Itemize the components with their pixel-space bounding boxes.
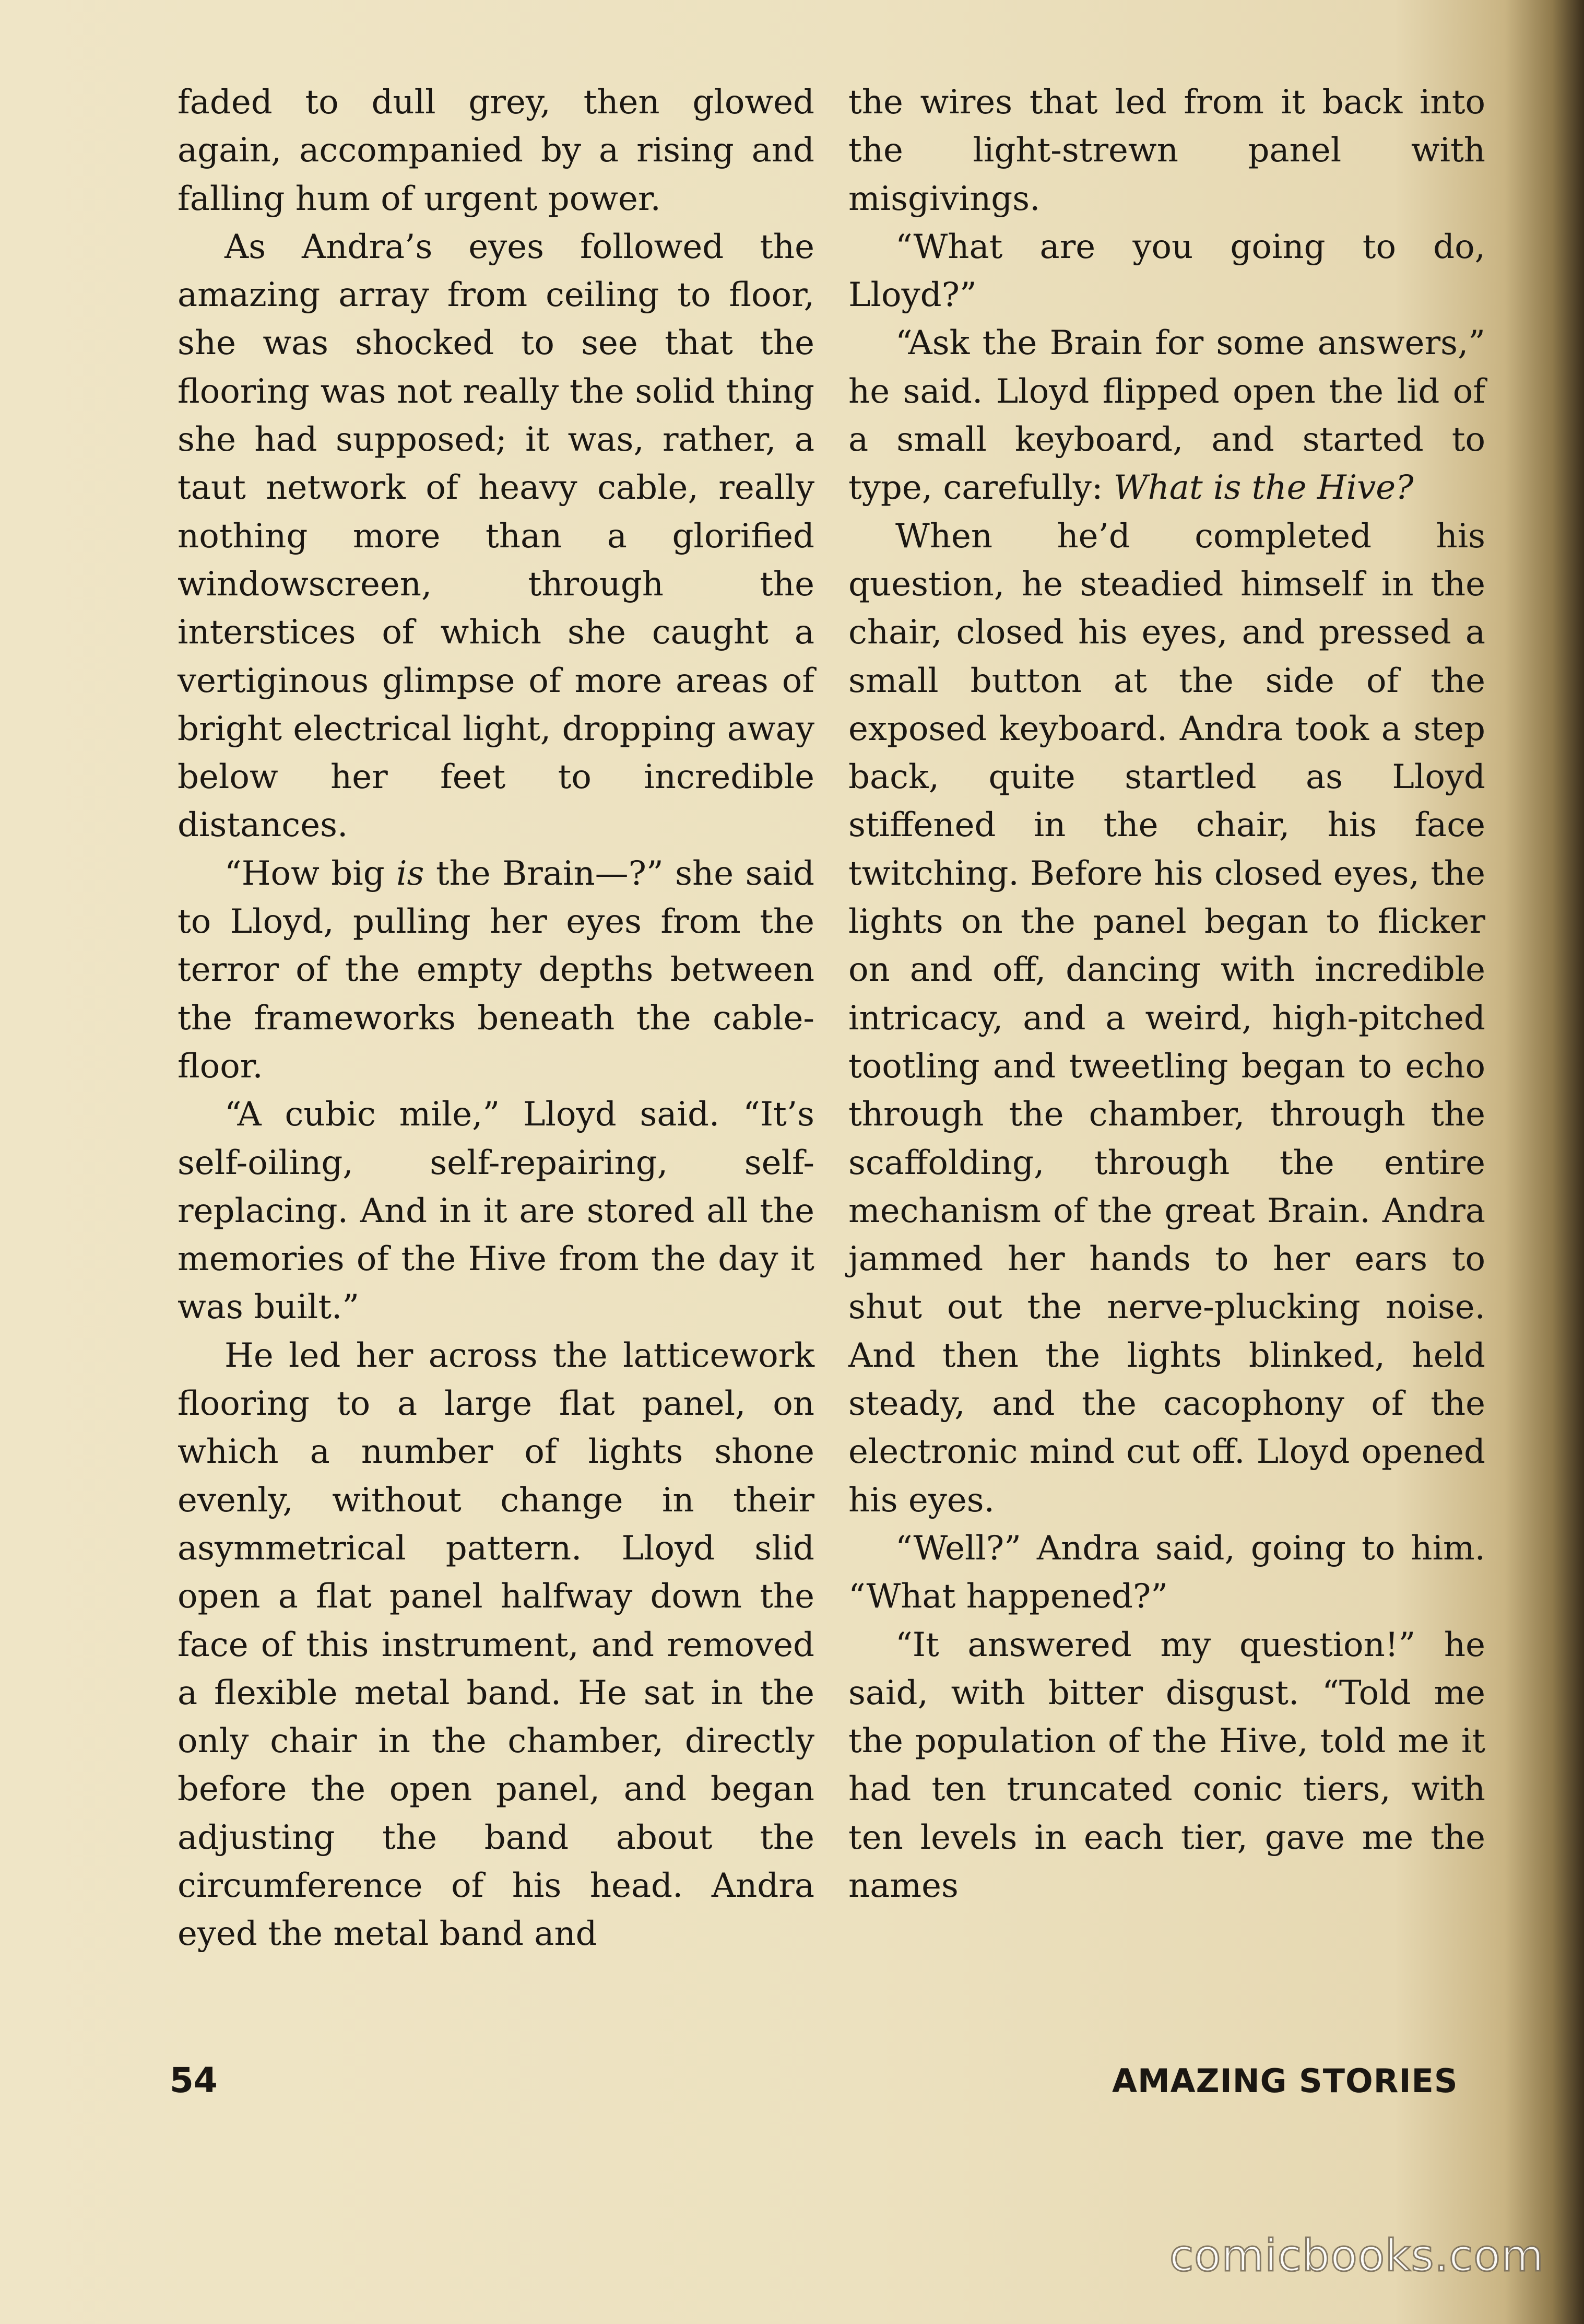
emphasis-text: What is the Hive? — [1113, 468, 1414, 508]
paragraph: “Well?” Andra said, going to him. “What happened?” — [848, 1529, 1485, 1616]
paragraph: He led her across the latticework flooring to a large flat panel, on which a number of lights shone evenly, without change in their asymmetrical pattern. Lloyd slid open a flat panel halfway down the face of this instrument, and removed a flexible metal band. He sat in the only chair in the chamber, directly before the open panel, and began adjusting the band about the circumference of his head. Andra eyed the metal band and — [178, 1336, 814, 1954]
paragraph: “A cubic mile,” Lloyd said. “It’s self-oiling, self-repairing, self-replacing. And in it are stored all the memories of the Hive from the day it was built.” — [178, 1095, 814, 1327]
paragraph-text: “How big — [224, 854, 397, 893]
site-watermark: comicbooks.com — [1169, 2230, 1544, 2281]
emphasis-text: is — [396, 854, 424, 893]
paragraph — [178, 850, 814, 1090]
page-number: 54 — [170, 2060, 218, 2100]
paragraph: faded to dull grey, then glowed again, accompanied by a rising and falling hum of urgent power. — [178, 83, 814, 218]
paragraph-text: the Brain—?” she said to Lloyd, pulling her eyes from the terror of the empty depths between the frameworks beneath the cable-floor. — [178, 854, 815, 1086]
magazine-title: AMAZING STORIES — [1112, 2062, 1458, 2100]
left-text-column — [178, 78, 814, 1958]
paragraph: As Andra’s eyes followed the amazing array from ceiling to floor, she was shocked to see that the flooring was not really the solid thing she had supposed; it was, rather, a taut network of heavy cable, really nothing more than a glorified windowscreen, through the interstices of which she caught a vertiginous glimpse of more areas of bright electrical light, dropping away below her feet to incredible distances. — [178, 227, 814, 845]
paragraph-text: “Ask the Brain for some answers,” he said. Lloyd flipped open the lid of a small keyboard, and started to type, carefully: — [848, 324, 1485, 508]
paragraph: When he’d completed his question, he steadied himself in the chair, closed his eyes, and pressed a small button at the side of the exposed keyboard. Andra took a step back, quite startled as Lloyd stiffened in the chair, his face twitching. Before his closed eyes, the lights on the panel began to flicker on and off, dancing with incredible intricacy, and a weird, high-pitched tootling and tweetling began to echo through the chamber, through the scaffolding, through the entire mechanism of the great Brain. Andra jammed her hands to her ears to shut out the nerve-plucking noise. And then the lights blinked, held steady, and the cacophony of the electronic mind cut off. Lloyd opened his eyes. — [848, 517, 1485, 1520]
right-text-column — [848, 78, 1485, 1910]
paragraph: the wires that led from it back into the light-strewn panel with misgivings. — [848, 83, 1485, 218]
paragraph: “What are you going to do, Lloyd?” — [848, 227, 1485, 315]
paragraph: “It answered my question!” he said, with bitter disgust. “Told me the population of the Hive, told me it had ten truncated conic tiers, with ten levels in each tier, gave me the names — [848, 1625, 1485, 1905]
paragraph — [848, 319, 1485, 512]
